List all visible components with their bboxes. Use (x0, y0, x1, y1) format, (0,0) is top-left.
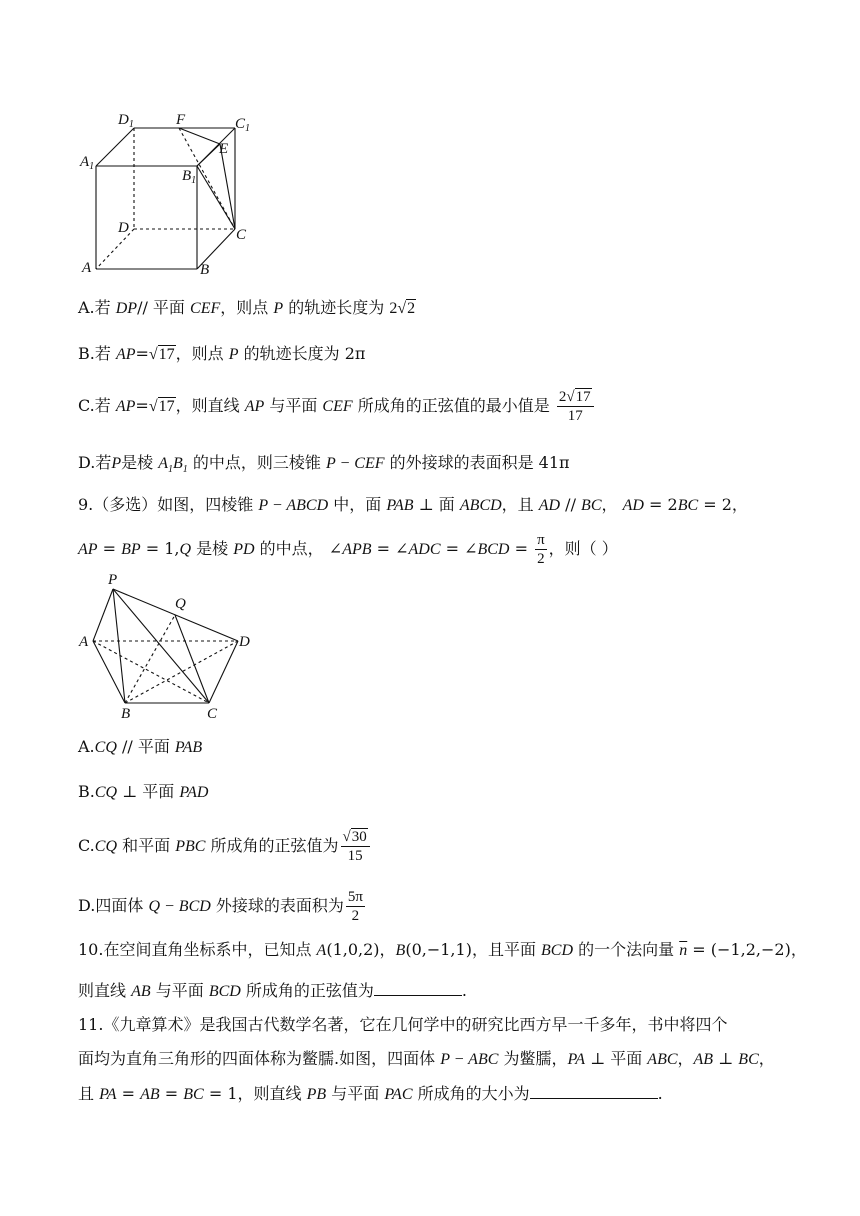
label-C: C (207, 706, 218, 720)
fraction: $\frac{√30}{15}$ (341, 828, 370, 865)
label-C1: $C_1$ (235, 116, 251, 134)
q11-line-1: 11.《九章算术》是我国古代数学名著，它在几何学中的研究比西方早一千多年，书中将四个 (78, 1015, 728, 1034)
label-A: A (79, 634, 89, 650)
q9-line-1: 9.（多选）如图，四棱锥 P − ABCD 中，面 PAB ⊥ 面 ABCD，且 AD // BC， AD = 2BC = 2， (78, 495, 748, 514)
cube-figure (78, 108, 268, 280)
label-Q: Q (175, 596, 186, 612)
label-C: C (236, 227, 247, 243)
q8-option-b: B.若 AP=√17，则点 P 的轨迹长度为 2π (78, 344, 366, 363)
label-A: A (82, 260, 92, 276)
q8-option-c: C.若 AP=√17，则直线 AP 与平面 CEF 所成角的正弦值的最小值是 $\frac{2√17}{17}$ (78, 388, 596, 425)
answer-blank[interactable] (374, 979, 462, 996)
label-D: D (118, 220, 129, 236)
label-D: D (239, 634, 250, 650)
label-A1: $A_1$ (80, 154, 95, 172)
label-B1: $B_1$ (182, 168, 197, 186)
q8-option-d: D.若P是棱 $A_1B_1$ 的中点，则三棱锥 P − CEF 的外接球的表面积是 41π (78, 453, 570, 476)
pyramid-figure (78, 570, 268, 720)
q10-line-2: 则直线 AB 与平面 BCD 所成角的正弦值为 . (78, 981, 468, 1000)
fraction: $\frac{\pi}{2}$ (537, 532, 545, 567)
q9-option-d: D.四面体 Q − BCD 外接球的表面积为 $\frac{5\pi}{2}$ (78, 889, 363, 924)
fraction: $\frac{2√17}{17}$ (557, 388, 594, 425)
label-E: E (219, 141, 229, 157)
q9-option-b: B.CQ ⊥ 平面 PAD (78, 782, 209, 801)
label-P: P (108, 572, 118, 588)
q8-option-a: A.若 DP// 平面 CEF，则点 P 的轨迹长度为 2√2 (78, 298, 416, 317)
q11-line-3: 且 PA = AB = BC = 1，则直线 PB 与平面 PAC 所成角的大小为 . (78, 1084, 663, 1103)
fraction: $\frac{5\pi}{2}$ (347, 889, 363, 924)
q11-line-2: 面均为直角三角形的四面体称为鳖臑.如图，四面体 P − ABC 为鳖臑，PA ⊥ 平面 ABC，AB ⊥ BC， (78, 1049, 775, 1068)
label-D1: $D_1$ (118, 112, 134, 130)
label-B: B (121, 706, 131, 720)
label-B: B (200, 262, 210, 278)
q9-line-2: AP = BP = 1,Q 是棱 PD 的中点， ∠APB = ∠ADC = ∠BCD = $\frac{\pi}{2}$ ，则（ ） (78, 532, 618, 567)
q9-option-c: C.CQ 和平面 PBC 所成角的正弦值为 $\frac{√30}{15}$ (78, 828, 372, 865)
answer-blank[interactable] (530, 1082, 658, 1099)
label-F: F (176, 112, 186, 128)
q9-option-a: A.CQ // 平面 PAB (78, 737, 203, 756)
q10-line-1: 10.在空间直角坐标系中，已知点 A(1,0,2)，B(0,−1,1)，且平面 BCD 的一个法向量 $\overline{n} = (-1,2,-2)$， (78, 940, 807, 959)
